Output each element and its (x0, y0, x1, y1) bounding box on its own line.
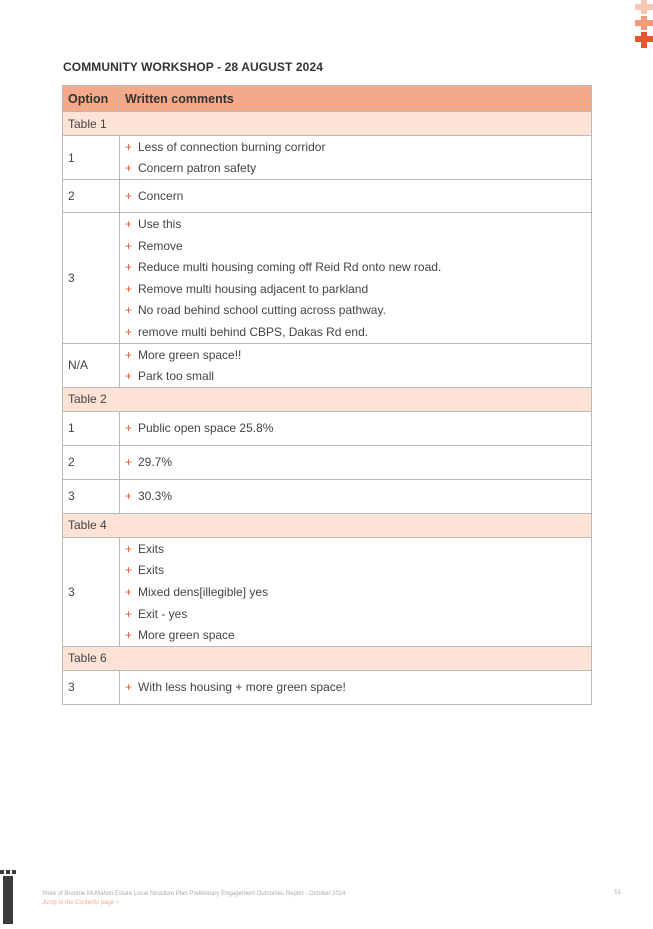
group-label: Table 6 (63, 646, 592, 670)
comment-list (125, 452, 586, 474)
plus-icon: + (125, 369, 133, 384)
list-item (125, 624, 586, 646)
list-item (125, 321, 586, 343)
comments-table (62, 85, 592, 705)
table-row (63, 537, 592, 646)
group-label: Table 4 (63, 513, 592, 537)
plus-icon: + (125, 606, 133, 621)
table-body (63, 112, 592, 705)
table-row (63, 670, 592, 704)
comment-text: 29.7% (138, 455, 173, 470)
footer-report-title: Shire of Broome McMahon Estate Local Structure Plan Preliminary Engagement Outcomes Report - October 2024 (42, 891, 346, 897)
comment-text: 30.3% (138, 489, 173, 504)
table-row (63, 479, 592, 513)
comments-cell (120, 411, 592, 445)
comment-text: Mixed dens[illegible] yes (138, 584, 269, 599)
comment-list (125, 486, 586, 508)
comment-text: Exits (138, 563, 165, 578)
list-item (125, 185, 586, 207)
table-row (63, 411, 592, 445)
plus-icon: + (125, 324, 133, 339)
list-item (125, 418, 586, 440)
plus-icon: + (125, 563, 133, 578)
list-item (125, 677, 586, 699)
shire-logo-icon (0, 866, 16, 924)
list-item (125, 300, 586, 322)
table-group-row (63, 646, 592, 670)
option-cell: 1 (63, 136, 120, 180)
comment-text: Exits (138, 541, 165, 556)
comment-text: More green space (138, 628, 235, 643)
table-row (63, 180, 592, 213)
list-item (125, 538, 586, 560)
table-group-row (63, 513, 592, 537)
table-group-row (63, 112, 592, 136)
list-item (125, 158, 586, 180)
plus-icon: + (125, 189, 133, 204)
plus-icon: + (125, 421, 133, 436)
option-cell: 3 (63, 537, 120, 646)
comment-text: Remove multi housing adjacent to parkland (138, 281, 369, 296)
corner-decoration-icon (635, 0, 653, 48)
plus-icon: + (125, 216, 133, 231)
option-cell: 3 (63, 670, 120, 704)
comment-list (125, 418, 586, 440)
group-label: Table 1 (63, 112, 592, 136)
plus-icon: + (125, 238, 133, 253)
header-option: Option (63, 86, 120, 112)
comment-text: More green space!! (138, 347, 242, 362)
list-item (125, 603, 586, 625)
plus-icon: + (125, 139, 133, 154)
table-row (63, 445, 592, 479)
plus-icon: + (125, 584, 133, 599)
list-item (125, 278, 586, 300)
comment-text: Reduce multi housing coming off Reid Rd onto new road. (138, 260, 442, 275)
comment-list (125, 538, 586, 646)
comments-cell (120, 537, 592, 646)
comments-cell (120, 445, 592, 479)
comments-cell (120, 213, 592, 344)
comments-cell (120, 479, 592, 513)
plus-icon: + (125, 541, 133, 556)
table-group-row (63, 387, 592, 411)
comment-text: Public open space 25.8% (138, 421, 274, 436)
comment-text: Use this (138, 216, 182, 231)
comments-cell (120, 343, 592, 387)
plus-icon: + (125, 680, 133, 695)
plus-icon: + (125, 260, 133, 275)
comment-text: Park too small (138, 369, 215, 384)
list-item (125, 486, 586, 508)
comment-text: Less of connection burning corridor (138, 139, 326, 154)
list-item (125, 452, 586, 474)
list-item (125, 560, 586, 582)
comment-list (125, 344, 586, 387)
comment-text: Concern patron safety (138, 161, 257, 176)
comment-text: remove multi behind CBPS, Dakas Rd end. (138, 324, 369, 339)
table-row (63, 213, 592, 344)
plus-icon: + (125, 303, 133, 318)
list-item (125, 365, 586, 387)
footer (42, 890, 345, 908)
comment-text: With less housing + more green space! (138, 680, 346, 695)
comments-cell (120, 670, 592, 704)
option-cell: 3 (63, 213, 120, 344)
comment-text: Remove (138, 238, 183, 253)
plus-icon: + (125, 347, 133, 362)
comment-text: No road behind school cutting across pathway. (138, 303, 386, 318)
option-cell: N/A (63, 343, 120, 387)
option-cell: 2 (63, 180, 120, 213)
comment-list (125, 677, 586, 699)
plus-icon: + (125, 455, 133, 470)
page-number: 51 (614, 890, 621, 896)
option-cell: 1 (63, 411, 120, 445)
comment-list (125, 213, 586, 343)
comments-cell (120, 136, 592, 180)
page-heading: COMMUNITY WORKSHOP - 28 AUGUST 2024 (63, 60, 323, 74)
table-row (63, 343, 592, 387)
comment-list (125, 185, 586, 207)
plus-icon: + (125, 161, 133, 176)
group-label: Table 2 (63, 387, 592, 411)
list-item (125, 344, 586, 366)
table-header-row (63, 86, 592, 112)
table-row (63, 136, 592, 180)
contents-link[interactable]: Jump to the Contents page > (42, 900, 120, 906)
comments-cell (120, 180, 592, 213)
header-written-comments: Written comments (120, 86, 592, 112)
list-item (125, 256, 586, 278)
list-item (125, 136, 586, 158)
option-cell: 3 (63, 479, 120, 513)
plus-icon: + (125, 281, 133, 296)
comment-list (125, 136, 586, 179)
comment-text: Exit - yes (138, 606, 188, 621)
option-cell: 2 (63, 445, 120, 479)
list-item (125, 235, 586, 257)
plus-icon: + (125, 489, 133, 504)
plus-icon: + (125, 628, 133, 643)
list-item (125, 581, 586, 603)
list-item (125, 213, 586, 235)
comment-text: Concern (138, 189, 184, 204)
